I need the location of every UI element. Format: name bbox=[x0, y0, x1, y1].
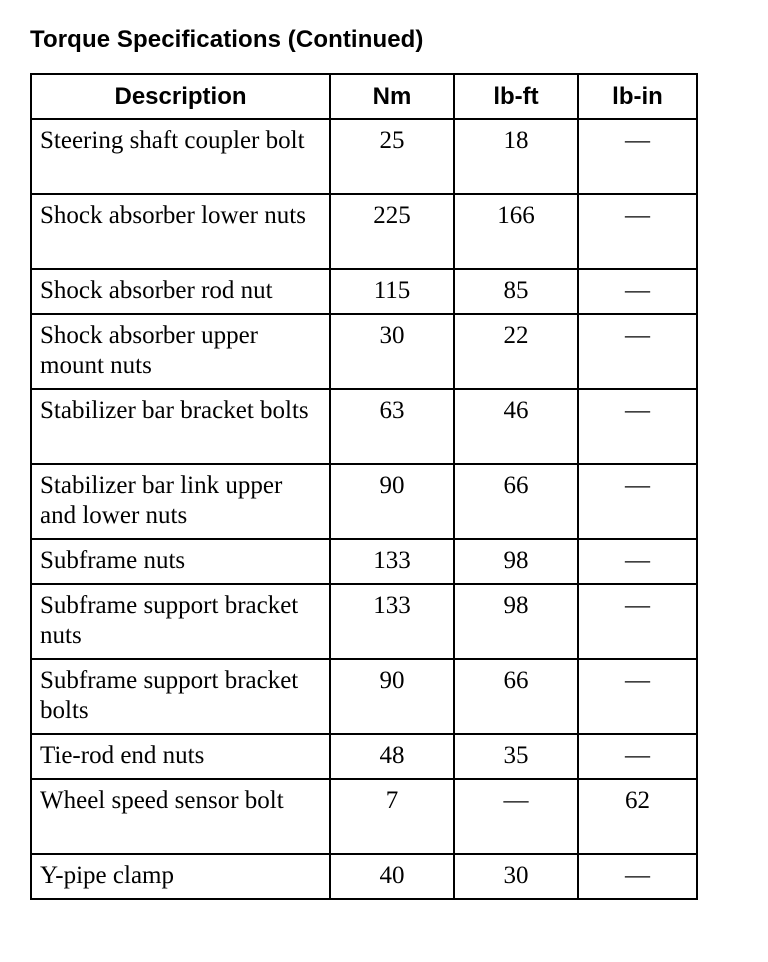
nm-cell: 40 bbox=[330, 854, 454, 899]
nm-cell: 25 bbox=[330, 119, 454, 194]
table-row bbox=[31, 314, 697, 389]
lb-ft-cell: 66 bbox=[454, 659, 578, 734]
description-cell: Subframe support bracket bolts bbox=[31, 659, 330, 734]
nm-cell: 133 bbox=[330, 539, 454, 584]
lb-ft-cell: 30 bbox=[454, 854, 578, 899]
lb-in-cell: — bbox=[578, 734, 697, 779]
nm-cell: 90 bbox=[330, 659, 454, 734]
table-row bbox=[31, 779, 697, 854]
table-row bbox=[31, 269, 697, 314]
nm-cell: 225 bbox=[330, 194, 454, 269]
lb-in-cell: — bbox=[578, 194, 697, 269]
description-cell: Shock absorber upper mount nuts bbox=[31, 314, 330, 389]
table-row bbox=[31, 119, 697, 194]
table-row bbox=[31, 659, 697, 734]
torque-spec-table bbox=[30, 73, 698, 900]
description-cell: Subframe support bracket nuts bbox=[31, 584, 330, 659]
lb-in-cell: — bbox=[578, 584, 697, 659]
description-cell: Steering shaft coupler bolt bbox=[31, 119, 330, 194]
table-row bbox=[31, 854, 697, 899]
lb-ft-cell: 166 bbox=[454, 194, 578, 269]
lb-ft-cell: 66 bbox=[454, 464, 578, 539]
table-row bbox=[31, 539, 697, 584]
description-cell: Shock absorber rod nut bbox=[31, 269, 330, 314]
lb-in-cell: 62 bbox=[578, 779, 697, 854]
description-cell: Subframe nuts bbox=[31, 539, 330, 584]
description-cell: Tie-rod end nuts bbox=[31, 734, 330, 779]
lb-ft-cell: — bbox=[454, 779, 578, 854]
lb-in-cell: — bbox=[578, 269, 697, 314]
table-header-row bbox=[31, 74, 697, 119]
description-cell: Stabilizer bar link upper and lower nuts bbox=[31, 464, 330, 539]
table-row bbox=[31, 584, 697, 659]
lb-ft-cell: 85 bbox=[454, 269, 578, 314]
column-header-lb-in: lb-in bbox=[578, 74, 697, 119]
table-row bbox=[31, 389, 697, 464]
lb-in-cell: — bbox=[578, 119, 697, 194]
nm-cell: 7 bbox=[330, 779, 454, 854]
table-row bbox=[31, 464, 697, 539]
description-cell: Wheel speed sensor bolt bbox=[31, 779, 330, 854]
lb-in-cell: — bbox=[578, 389, 697, 464]
nm-cell: 90 bbox=[330, 464, 454, 539]
lb-ft-cell: 18 bbox=[454, 119, 578, 194]
column-header-lb-ft: lb-ft bbox=[454, 74, 578, 119]
table-row bbox=[31, 734, 697, 779]
lb-in-cell: — bbox=[578, 659, 697, 734]
lb-in-cell: — bbox=[578, 539, 697, 584]
lb-ft-cell: 22 bbox=[454, 314, 578, 389]
description-cell: Y-pipe clamp bbox=[31, 854, 330, 899]
lb-ft-cell: 46 bbox=[454, 389, 578, 464]
nm-cell: 30 bbox=[330, 314, 454, 389]
table-row bbox=[31, 194, 697, 269]
lb-in-cell: — bbox=[578, 314, 697, 389]
nm-cell: 133 bbox=[330, 584, 454, 659]
page-title: Torque Specifications (Continued) bbox=[30, 26, 424, 53]
lb-ft-cell: 98 bbox=[454, 584, 578, 659]
description-cell: Stabilizer bar bracket bolts bbox=[31, 389, 330, 464]
lb-ft-cell: 98 bbox=[454, 539, 578, 584]
description-cell: Shock absorber lower nuts bbox=[31, 194, 330, 269]
lb-in-cell: — bbox=[578, 464, 697, 539]
lb-ft-cell: 35 bbox=[454, 734, 578, 779]
nm-cell: 63 bbox=[330, 389, 454, 464]
column-header-nm: Nm bbox=[330, 74, 454, 119]
lb-in-cell: — bbox=[578, 854, 697, 899]
nm-cell: 115 bbox=[330, 269, 454, 314]
column-header-description: Description bbox=[31, 74, 330, 119]
nm-cell: 48 bbox=[330, 734, 454, 779]
